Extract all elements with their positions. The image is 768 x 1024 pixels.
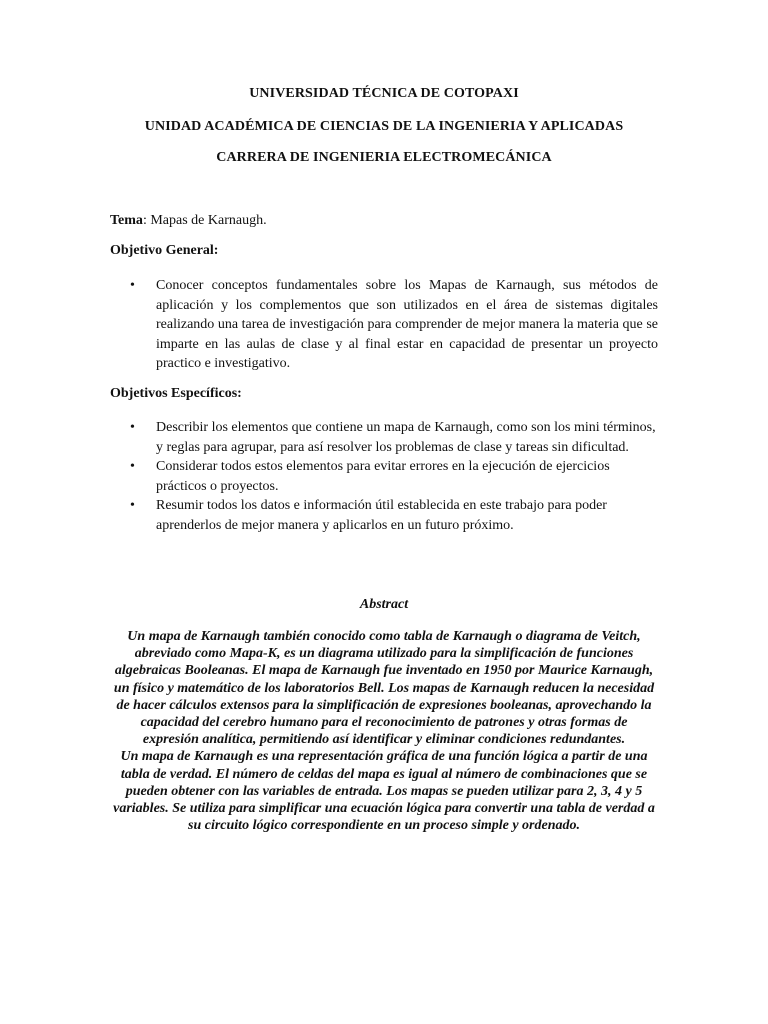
academic-unit-title: UNIDAD ACADÉMICA DE CIENCIAS DE LA INGENIERIA Y APLICADAS — [144, 119, 624, 134]
tema-label: Tema — [110, 213, 143, 228]
objetivo-general-heading: Objetivo General: — [110, 243, 219, 258]
career-title: CARRERA DE INGENIERIA ELECTROMECÁNICA — [216, 150, 552, 165]
abstract-body — [112, 628, 656, 834]
bullet-icon: • — [130, 498, 135, 514]
abstract-title: Abstract — [359, 597, 409, 612]
bullet-icon: • — [130, 420, 135, 435]
bullet-icon: • — [130, 278, 135, 293]
objetivo-general-list — [110, 276, 658, 374]
objetivos-especificos-heading: Objetivos Específicos: — [110, 386, 242, 401]
bullet-icon: • — [130, 459, 135, 475]
abstract-paragraph: Un mapa de Karnaugh es una representación gráfica de una función lógica a partir de una tabla de verdad. El número de celdas del mapa es igual al número de combinaciones que se pueden obtener con las variables de entrada. Los mapas se pueden utilizar para 2, 3, 4 y 5 variables. Se utiliza para simplificar una ecuación lógica para convertir una tabla de verdad a su circuito lógico correspondiente en un proceso simple y ordenado. — [113, 749, 655, 834]
university-title: UNIVERSIDAD TÉCNICA DE COTOPAXI — [249, 86, 519, 101]
list-item-text: Resumir todos los datos e información útil establecida en este trabajo para poder aprenderlos de mejor manera y aplicarlos en un futuro próximo. — [156, 498, 607, 533]
list-item-text: Describir los elementos que contiene un mapa de Karnaugh, como son los mini términos, y reglas para agrupar, para así resolver los problemas de clase y tareas sin dificultad. — [156, 420, 656, 455]
list-item-text: Conocer conceptos fundamentales sobre los Mapas de Karnaugh, sus métodos de aplicación y los complementos que son utilizados en el área de sistemas digitales realizando una tarea de investigación para comprender de mejor manera la materia que se imparte en las aulas de clase y al final estar en capacidad de presentar un proyecto practico e investigativo. — [156, 278, 658, 371]
objetivos-especificos-list — [110, 418, 658, 536]
list-item — [110, 496, 658, 535]
list-item-text: Considerar todos estos elementos para evitar errores en la ejecución de ejercicios prácticos o proyectos. — [156, 459, 610, 494]
list-item — [110, 418, 658, 457]
list-item — [110, 457, 658, 496]
list-item — [110, 276, 658, 374]
tema-value: : Mapas de Karnaugh. — [142, 213, 267, 228]
tema-line — [110, 213, 267, 229]
abstract-paragraph: Un mapa de Karnaugh también conocido como tabla de Karnaugh o diagrama de Veitch, abreviado como Mapa-K, es un diagrama utilizado para la simplificación de funciones algebraicas Booleanas. El mapa de Karnaugh fue inventado en 1950 por Maurice Karnaugh, un físico y matemático de los laboratorios Bell. Los mapas de Karnaugh reducen la necesidad de hacer cálculos extensos para la simplificación de expresiones booleanas, aprovechando la capacidad del cerebro humano para el reconocimiento de patrones y otras formas de expresión analítica, permitiendo así identificar y eliminar condiciones redundantes. — [113, 629, 655, 748]
